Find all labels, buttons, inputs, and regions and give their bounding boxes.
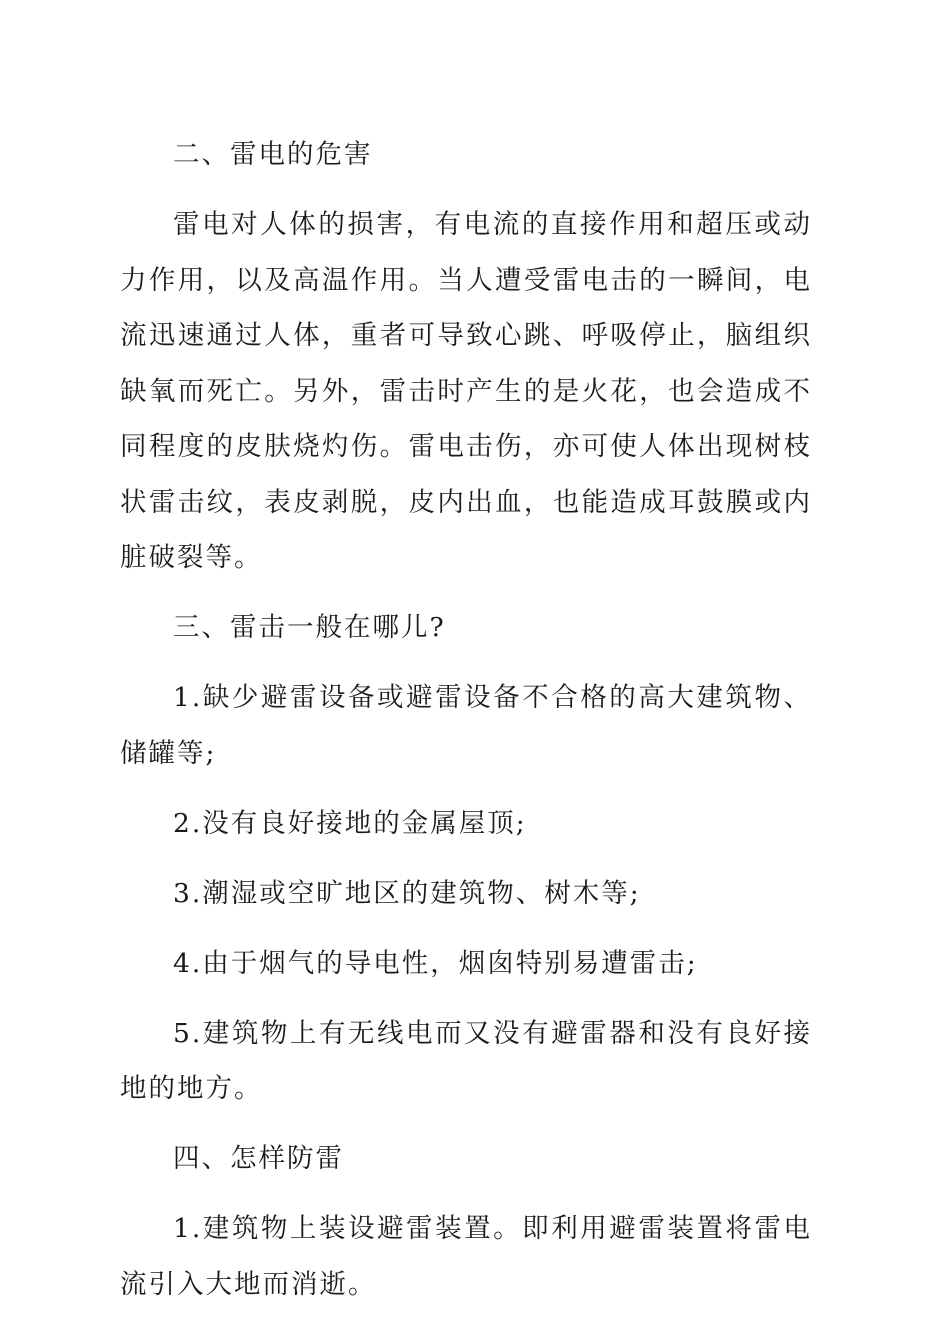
section-heading-protection: 四、怎样防雷 <box>173 1143 344 1174</box>
list-item-location-5: 5.建筑物上有无线电而又没有避雷器和没有良好接地的地方。 <box>120 1017 812 1104</box>
list-item-location-3: 3.潮湿或空旷地区的建筑物、树木等; <box>173 877 641 909</box>
section-heading-hazards: 二、雷电的危害 <box>173 139 373 170</box>
document-body <box>120 127 812 1327</box>
section-heading-strike-locations: 三、雷击一般在哪儿? <box>173 612 446 643</box>
paragraph-hazards: 雷电对人体的损害，有电流的直接作用和超压或动力作用，以及高温作用。当人遭受雷电击的一瞬间，电流迅速通过人体，重者可导致心跳、呼吸停止，脑组织缺氧而死亡。另外，雷击时产生的是火花，也会造成不同程度的皮肤烧灼伤。雷电击伤，亦可使人体出现树枝状雷击纹，表皮剥脱，皮内出血，也能造成耳鼓膜或内脏破裂等。 <box>120 209 812 573</box>
list-item-location-1: 1.缺少避雷设备或避雷设备不合格的高大建筑物、储罐等; <box>120 682 812 769</box>
list-item-location-4: 4.由于烟气的导电性，烟囱特别易遭雷击; <box>173 947 698 979</box>
list-item-protection-1: 1.建筑物上装设避雷装置。即利用避雷装置将雷电流引入大地而消逝。 <box>120 1213 812 1300</box>
list-item-location-2: 2.没有良好接地的金属屋顶; <box>173 807 527 839</box>
